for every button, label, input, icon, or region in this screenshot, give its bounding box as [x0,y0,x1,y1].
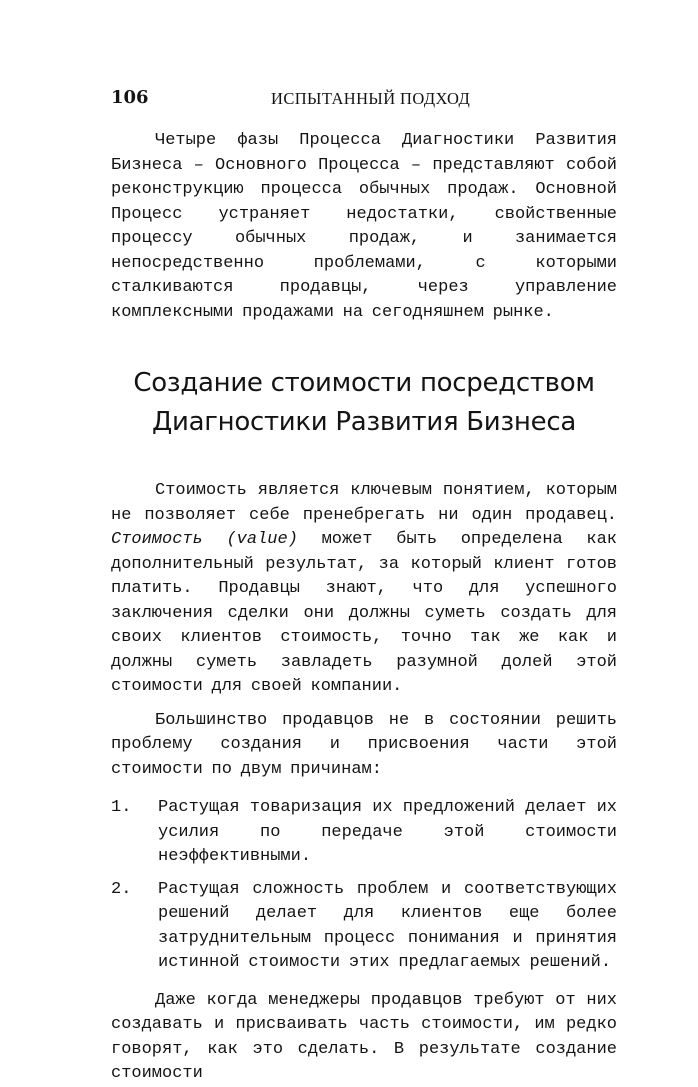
paragraph-managers: Даже когда менеджеры продавцов требуют от них создавать и присваивать часть стоимости, им редко говорят, как это сделать. В результате создание стоимости [111,990,617,1083]
value-term-italic: Стоимость (value) [111,530,298,549]
section-body [111,479,617,1087]
list-item-text: Растущая сложность проблем и соответствующих решений делает для клиентов еще более затруднительным процесс понимания и принятия истинной стоимости этих предлагаемых решений. [158,879,617,972]
paragraph-value-start: Стоимость является ключевым понятием, которым не позволяет себе пренебрегать ни один продавец. [111,481,617,525]
page-number: 106 [111,87,149,108]
list-item-number: 2. [111,879,132,899]
intro-text [111,129,617,325]
section-title-line-1: Создание стоимости посредством [133,368,595,398]
running-head: ИСПЫТАННЫЙ ПОДХОД [271,89,471,108]
paragraph-reasons-intro: Большинство продавцов не в состоянии решить проблему создания и присвоения части этой стоимости по двум причинам: [111,710,617,779]
page-header [111,84,617,114]
list-item [111,878,617,976]
list-item-text: Растущая товаризация их предложений делает их усилия по передаче этой стоимости неэффективными. [158,798,617,866]
intro-paragraph: Четыре фазы Процесса Диагностики Развития Бизнеса – Основного Процесса – представляют собой реконструкцию процесса обычных продаж. Основной Процесс устраняет недостатки, свойственные процессу обычных продаж, и занимается непосредственно проблемами, с которыми сталкиваются продавцы, через управление комплексными продажами на сегодняшнем рынке. [111,131,617,322]
paragraph-value-end: может быть определена как дополнительный результат, за который клиент готов платить. Продавцы знают, что для успешного заключения сделки они должны суметь создать для своих клиентов стоимость, точно так же как и должны суметь завладеть разумной долей этой стоимости для своей компании. [111,530,617,696]
section-title [111,364,617,442]
list-item [111,796,617,870]
paragraph-value-definition [111,479,617,700]
list-item-number: 1. [111,798,132,817]
section-title-line-2: Диагностики Развития Бизнеса [152,407,576,437]
reasons-list [111,796,617,976]
